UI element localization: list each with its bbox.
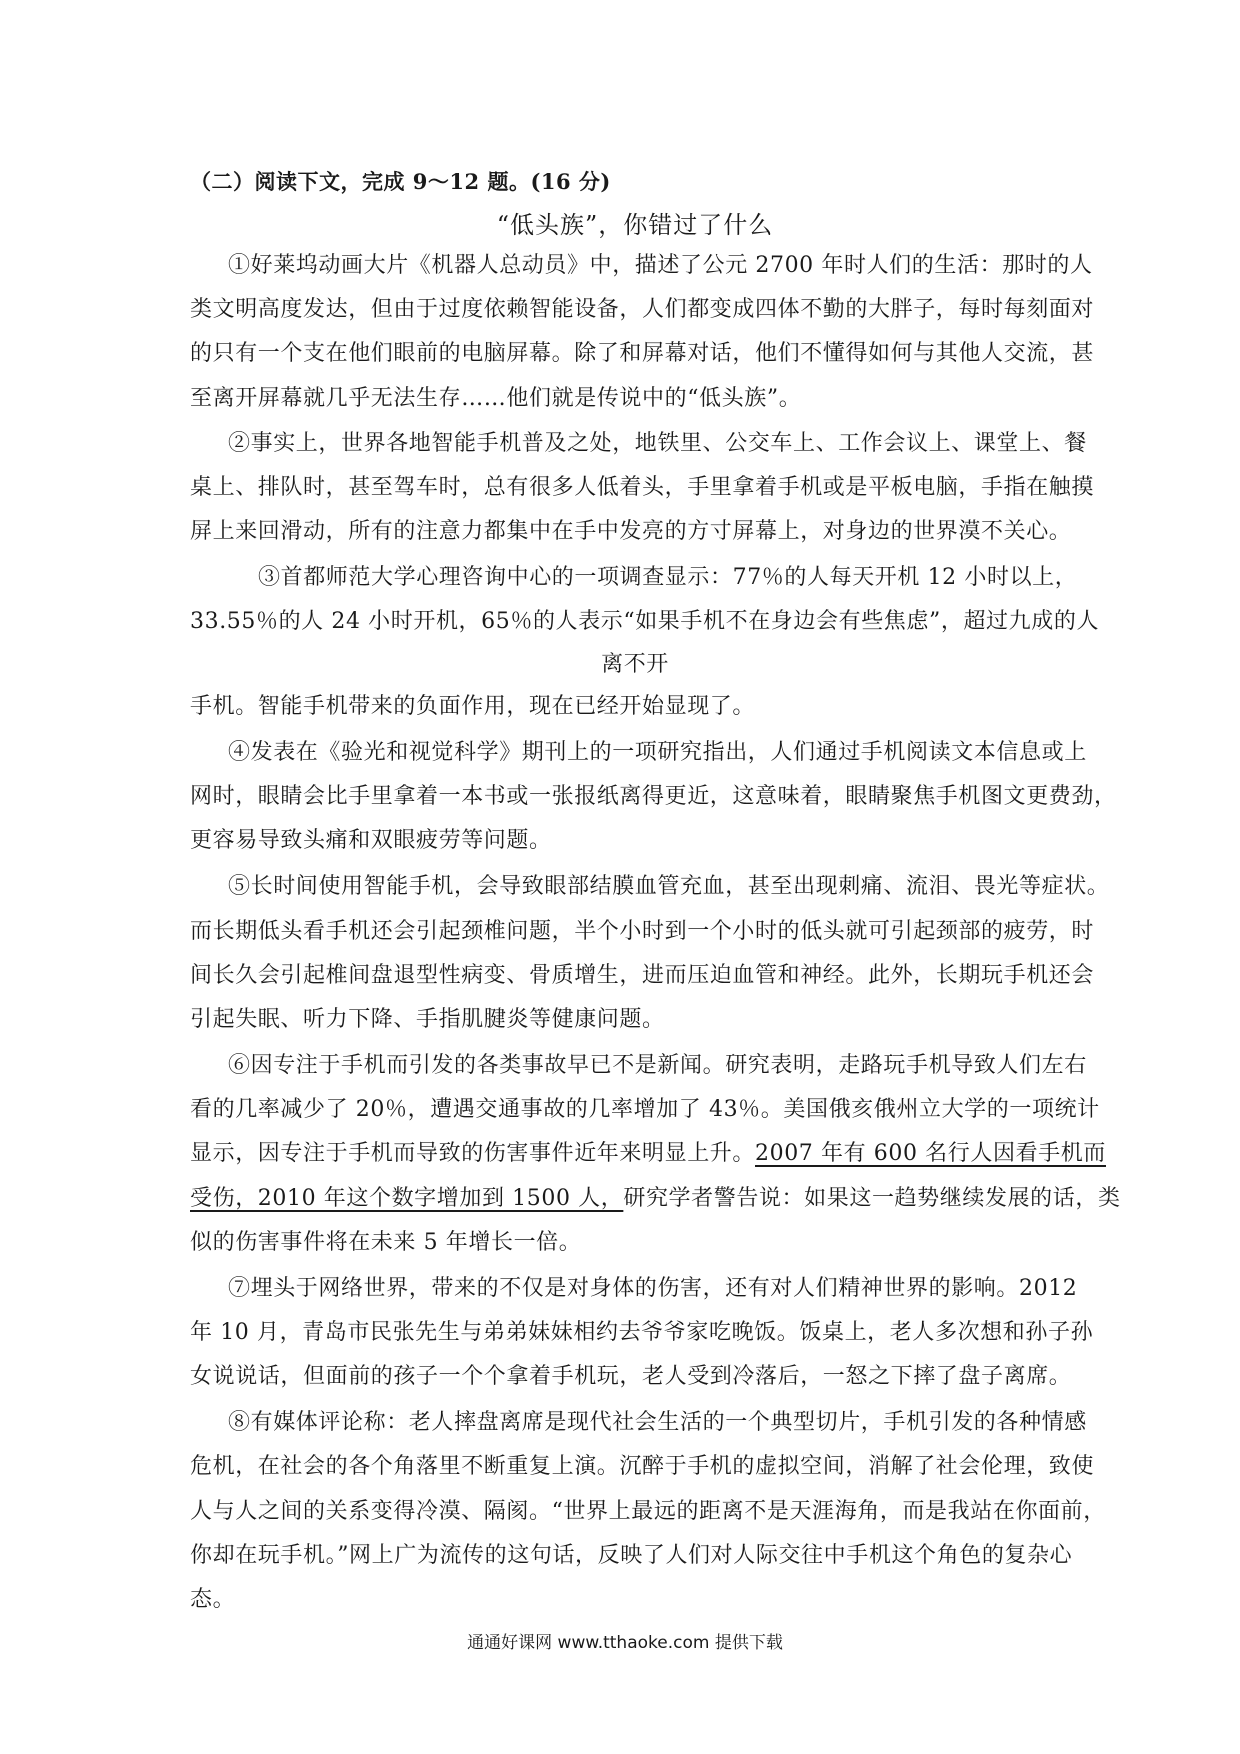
paragraph-3-line-2: 33.55％的人 24 小时开机，65％的人表示“如果手机不在身边会有些焦虑”，超过九成的人 [190, 609, 1100, 635]
paragraph-7-line-2: 年 10 月，青岛市民张先生与弟弟妹妹相约去爷爷家吃晚饭。饭桌上，老人多次想和孙子孙 [190, 1320, 1094, 1345]
underlined-sentence-part-2: 受伤，2010 年这个数字增加到 1500 人， [190, 1185, 624, 1211]
paragraph-6-line-4 [190, 1184, 1121, 1214]
paragraph-6-line-5: 似的伤害事件将在未来 5 年增长一倍。 [190, 1229, 582, 1255]
paragraph-1-line-4: 至离开屏幕就几乎无法生存……他们就是传说中的“低头族”。 [190, 385, 802, 411]
paragraph-2-line-3: 屏上来回滑动，所有的注意力都集中在手中发亮的方寸屏幕上，对身边的世界漠不关心。 [190, 519, 1072, 545]
paragraph-5-line-3: 间长久会引起椎间盘退型性病变、骨质增生，进而压迫血管和神经。此外，长期玩手机还会 [190, 962, 1095, 988]
paragraph-1-line-2: 类文明高度发达，但由于过度依赖智能设备，人们都变成四体不勤的大胖子，每时每刻面对 [190, 297, 1095, 323]
paragraph-3-line-1: ③首都师范大学心理咨询中心的一项调查显示：77％的人每天开机 12 小时以上， [258, 565, 1078, 591]
paragraph-4-line-2: 网时，眼睛会比手里拿着一本书或一张报纸离得更近，这意味着，眼睛聚焦手机图文更费劲， [190, 784, 1117, 810]
section-heading: （二）阅读下文，完成 9～12 题。(16 分) [190, 169, 611, 194]
paragraph-4-line-3: 更容易导致头痛和双眼疲劳等问题。 [190, 828, 552, 854]
paragraph-6-line-2: 看的几率减少了 20％，遭遇交通事故的几率增加了 43％。美国俄亥俄州立大学的一项统计 [190, 1097, 1100, 1123]
paragraph-8-line-3: 人与人之间的关系变得冷漠、隔阂。“世界上最远的距离不是天涯海角，而是我站在你面前， [190, 1498, 1106, 1524]
underlined-sentence-part-1: 2007 年有 600 名行人因看手机而 [755, 1141, 1106, 1167]
paragraph-8-line-5: 态。 [190, 1587, 236, 1612]
paragraph-6-line-3 [190, 1139, 1106, 1169]
paragraph-1-line-1: ①好莱坞动画大片《机器人总动员》中，描述了公元 2700 年时人们的生活：那时的人 [228, 253, 1093, 278]
paragraph-3-line-4: 手机。智能手机带来的负面作用，现在已经开始显现了。 [190, 694, 756, 719]
paragraph-8-line-2: 危机，在社会的各个角落里不断重复上演。沉醉于手机的虚拟空间，消解了社会伦理，致使 [190, 1454, 1095, 1480]
paragraph-5-line-1: ⑤长时间使用智能手机，会导致眼部结膜血管充血，甚至出现刺痛、流泪、畏光等症状。 [228, 874, 1110, 900]
paragraph-6-line-3-text: 显示，因专注于手机而导致的伤害事件近年来明显上升。 [190, 1141, 756, 1167]
paragraph-2-line-1: ②事实上，世界各地智能手机普及之处，地铁里、公交车上、工作会议上、课堂上、餐 [228, 430, 1087, 456]
paragraph-4-line-1: ④发表在《验光和视觉科学》期刊上的一项研究指出，人们通过手机阅读文本信息或上 [228, 740, 1087, 765]
paragraph-3-line-3: 离不开 [601, 651, 669, 677]
paragraph-5-line-2: 而长期低头看手机还会引起颈椎问题，半个小时到一个小时的低头就可引起颈部的疲劳，时 [190, 918, 1095, 944]
paragraph-2-line-2: 桌上、排队时，甚至驾车时，总有很多人低着头，手里拿着手机或是平板电脑，手指在触摸 [190, 474, 1095, 500]
article-title: “低头族”，你错过了什么 [496, 211, 774, 239]
paragraph-5-line-4: 引起失眠、听力下降、手指肌腱炎等健康问题。 [190, 1007, 665, 1032]
paragraph-6-line-4-text: 研究学者警告说：如果这一趋势继续发展的话，类 [623, 1185, 1121, 1211]
paragraph-7-line-1: ⑦埋头于网络世界，带来的不仅是对身体的伤害，还有对人们精神世界的影响。2012 [228, 1275, 1078, 1301]
paragraph-1-line-3: 的只有一个支在他们眼前的电脑屏幕。除了和屏幕对话，他们不懂得如何与其他人交流，甚 [190, 341, 1095, 367]
paragraph-8-line-1: ⑧有媒体评论称：老人摔盘离席是现代社会生活的一个典型切片，手机引发的各种情感 [228, 1410, 1087, 1436]
paragraph-7-line-3: 女说说话，但面前的孩子一个个拿着手机玩，老人受到冷落后，一怒之下摔了盘子离席。 [190, 1364, 1072, 1390]
paragraph-6-line-1: ⑥因专注于手机而引发的各类事故早已不是新闻。研究表明，走路玩手机导致人们左右 [228, 1053, 1087, 1078]
paragraph-8-line-4: 你却在玩手机。”网上广为流传的这句话，反映了人们对人际交往中手机这个角色的复杂心 [190, 1542, 1073, 1568]
footer-source-note: 通通好课网 www.tthaoke.com 提供下载 [467, 1633, 783, 1653]
